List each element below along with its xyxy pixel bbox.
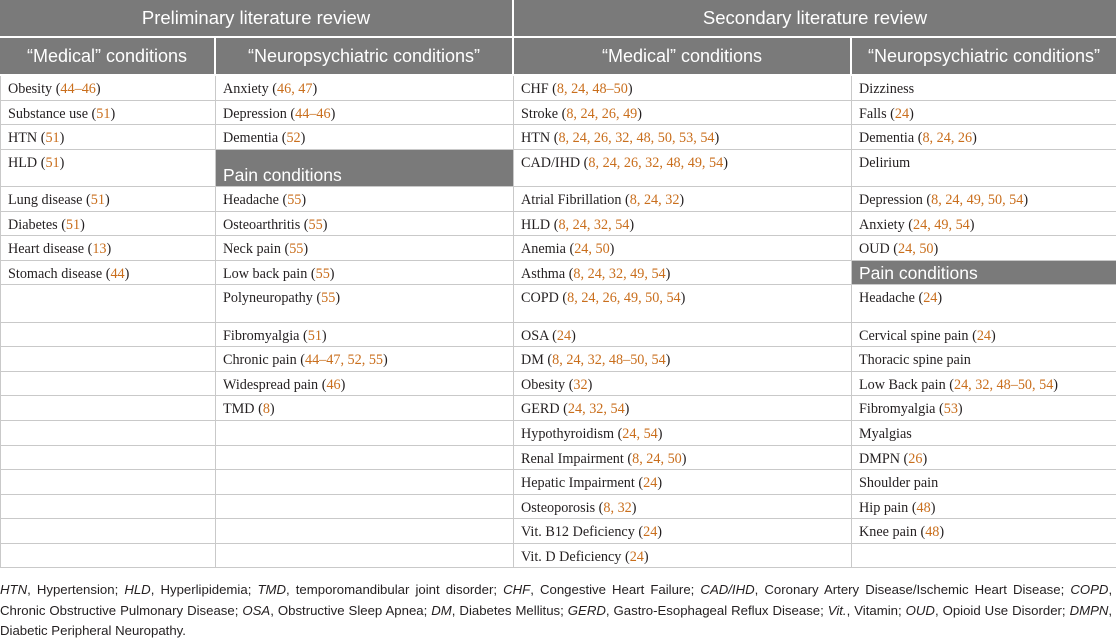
condition-name: COPD (521, 290, 559, 307)
reference-link[interactable]: 24 (556, 327, 572, 344)
condition-name: Headache (223, 191, 279, 208)
reference-link[interactable]: 24, 50 (898, 241, 934, 258)
reference-link[interactable]: 24, 54 (622, 425, 658, 442)
reference-link[interactable]: 8, 24, 32 (629, 191, 680, 208)
condition-name: Anemia (521, 241, 566, 258)
table-cell: HLD (8, 24, 32, 54) (514, 212, 852, 237)
table-cell: COPD (8, 24, 26, 49, 50, 54) (514, 285, 852, 322)
table-cell (852, 544, 1116, 569)
reference-link[interactable]: 8, 24, 26, 49, 50, 54 (567, 290, 681, 307)
condition-name: HTN (8, 130, 38, 147)
footnote-definition: Chronic Obstructive Pulmonary Disease (0, 602, 235, 618)
condition-name: Hepatic Impairment (521, 475, 635, 492)
table-cell: Knee pain (48) (852, 519, 1116, 544)
condition-name: Myalgias (859, 425, 912, 442)
header-medical-preliminary: “Medical” conditions (0, 38, 216, 76)
condition-name: Vit. D Deficiency (521, 548, 622, 565)
condition-name: Headache (859, 290, 915, 307)
condition-name: Delirium (859, 154, 911, 171)
table-cell: Vit. D Deficiency (24) (514, 544, 852, 569)
condition-name: HTN (521, 130, 551, 147)
condition-name: Dementia (859, 130, 915, 147)
header-secondary-review: Secondary literature review (514, 0, 1116, 38)
footnote-definition: Gastro-Esophageal Reflux Disease (613, 602, 821, 618)
reference-link[interactable]: 8, 24, 49, 50, 54 (931, 191, 1024, 208)
reference-link[interactable]: 53 (943, 401, 958, 418)
reference-link[interactable]: 44–47, 52, 55 (304, 352, 383, 369)
table-cell (0, 421, 216, 446)
header-preliminary-review: Preliminary literature review (0, 0, 514, 38)
table-cell: CHF (8, 24, 48–50) (514, 76, 852, 101)
condition-name: Heart disease (8, 241, 85, 258)
table-cell: Dementia (8, 24, 26) (852, 125, 1116, 150)
footnote-definition: Obstructive Sleep Apnea (277, 602, 424, 618)
reference-link[interactable]: 24, 32, 48–50, 54 (953, 376, 1054, 393)
condition-name: Shoulder pain (859, 475, 939, 492)
reference-link[interactable]: 24 (629, 548, 644, 565)
footnote-definition: Hyperlipidemia (160, 582, 248, 597)
table-cell: Diabetes (51) (0, 212, 216, 237)
condition-name: Hip pain (859, 499, 909, 516)
reference-link[interactable]: 8, 24, 32, 54 (558, 216, 630, 233)
table-cell: Vit. B12 Deficiency (24) (514, 519, 852, 544)
reference-link[interactable]: 24, 50 (574, 241, 610, 258)
table-cell: Lung disease (51) (0, 187, 216, 212)
reference-link[interactable]: 8, 24, 48–50 (556, 81, 628, 97)
table-cell (216, 446, 514, 471)
pain-conditions-subheader: Pain conditions (852, 261, 1116, 286)
table-cell (0, 470, 216, 495)
table-cell: Renal Impairment (8, 24, 50) (514, 446, 852, 471)
condition-name: Osteoarthritis (223, 216, 301, 233)
condition-name: OSA (521, 327, 549, 344)
table-cell: Anxiety (46, 47) (216, 76, 514, 101)
footnote-abbreviation: OUD (905, 602, 935, 618)
table-cell (852, 421, 1116, 446)
footnote-definition: temporomandibular joint disorder (295, 582, 494, 597)
condition-name: Atrial Fibrillation (521, 191, 622, 208)
table-cell: Widespread pain (46) (216, 372, 514, 397)
condition-name: Knee pain (859, 524, 917, 541)
condition-name: GERD (521, 401, 560, 418)
condition-name: CAD/IHD (521, 154, 581, 171)
condition-name: OUD (859, 241, 890, 258)
table-cell (0, 347, 216, 372)
reference-link[interactable]: 8, 24, 26, 49 (566, 105, 638, 122)
table-cell: Atrial Fibrillation (8, 24, 32) (514, 187, 852, 212)
table-cell (852, 76, 1116, 101)
condition-name: Low back pain (223, 265, 308, 282)
reference-link[interactable]: 55 (315, 265, 330, 282)
pain-conditions-subheader: Pain conditions (216, 150, 514, 187)
table-cell: OUD (24, 50) (852, 236, 1116, 261)
reference-link[interactable]: 55 (321, 290, 336, 307)
condition-name: Depression (859, 191, 923, 208)
table-cell: Anemia (24, 50) (514, 236, 852, 261)
table-cell (216, 519, 514, 544)
reference-link[interactable]: 24 (976, 327, 991, 344)
condition-name: HLD (521, 216, 551, 233)
reference-link[interactable]: 8, 24, 32, 48–50, 54 (552, 352, 666, 369)
reference-link[interactable]: 55 (287, 191, 302, 208)
reference-link[interactable]: 13 (92, 241, 107, 258)
table-cell: Depression (44–46) (216, 101, 514, 126)
condition-name: HLD (8, 154, 38, 171)
condition-name: Osteoporosis (521, 499, 596, 516)
table-cell: CAD/IHD (8, 24, 26, 32, 48, 49, 54) (514, 150, 852, 187)
condition-name: Dementia (223, 130, 279, 147)
condition-name: CHF (521, 81, 549, 97)
table-cell: Fibromyalgia (53) (852, 396, 1116, 421)
reference-link[interactable]: 32 (573, 376, 588, 393)
reference-link[interactable]: 55 (289, 241, 304, 258)
footnote-abbreviation: CHF (503, 582, 531, 597)
reference-link[interactable]: 24 (894, 105, 910, 122)
condition-name: Lung disease (8, 191, 83, 208)
table-cell: Osteoporosis (8, 32) (514, 495, 852, 520)
reference-link[interactable]: 51 (90, 191, 105, 208)
table-cell: Stroke (8, 24, 26, 49) (514, 101, 852, 126)
table-cell (0, 372, 216, 397)
condition-name: Polyneuropathy (223, 290, 313, 307)
footnote-abbreviation: DM (431, 602, 452, 618)
table-footnote: HTN, Hypertension; HLD, Hyperlipidemia; TMD, temporomandibular joint disorder; CHF, Congestive Heart Failure; CAD/IHD, Coronary Artery Disease/Ischemic Heart Disease; COPD, Chronic Obstructive Pulmonary Disease; OSA, Obstructive Sleep Apnea; DM, Diabetes Mellitus; GERD, Gastro-Esophageal Reflux Disease; Vit., Vitamin; OUD, Opioid Use Disorder; DMPN, Diabetic Peripheral Neuropathy. (0, 582, 1113, 638)
reference-link[interactable]: 51 (65, 216, 81, 233)
condition-name: Thoracic spine pain (859, 352, 971, 369)
reference-link[interactable]: 24 (923, 290, 938, 307)
footnote-abbreviation: Vit. (827, 602, 847, 618)
condition-name: Stroke (521, 105, 559, 122)
table-cell (0, 519, 216, 544)
table-cell (216, 470, 514, 495)
table-cell: Polyneuropathy (55) (216, 285, 514, 322)
table-cell (0, 285, 216, 322)
table-cell: HLD (51) (0, 150, 216, 187)
table-cell: Low Back pain (24, 32, 48–50, 54) (852, 372, 1116, 397)
table-cell (0, 495, 216, 520)
footnote-definition: Opioid Use Disorder (942, 602, 1062, 618)
reference-link[interactable]: 8, 24, 26, 32, 48, 50, 53, 54 (558, 130, 715, 147)
reference-link[interactable]: 51 (96, 105, 111, 122)
condition-name: Obesity (521, 376, 566, 393)
footnote-definition: Coronary Artery Disease/Ischemic Heart Disease (764, 582, 1061, 597)
reference-link[interactable]: 51 (307, 327, 322, 344)
footnote-abbreviation: OSA (242, 602, 271, 618)
table-cell (0, 323, 216, 348)
reference-link[interactable]: 44 (110, 265, 125, 282)
footnote-definition: Diabetes Mellitus (459, 602, 561, 618)
reference-link[interactable]: 26 (908, 450, 923, 467)
condition-name: DMPN (859, 450, 900, 467)
table-cell: TMD (8) (216, 396, 514, 421)
header-neuro-preliminary: “Neuropsychiatric conditions” (216, 38, 514, 76)
table-cell: Hip pain (48) (852, 495, 1116, 520)
condition-name: Widespread pain (223, 376, 319, 393)
reference-link[interactable]: 8, 24, 26 (922, 130, 973, 147)
condition-name: Obesity (8, 81, 53, 97)
table-cell: Chronic pain (44–47, 52, 55) (216, 347, 514, 372)
table-cell: Dementia (52) (216, 125, 514, 150)
table-cell: Hepatic Impairment (24) (514, 470, 852, 495)
condition-name: Fibromyalgia (223, 327, 300, 344)
table-cell (852, 150, 1116, 187)
reference-link[interactable]: 8, 24, 32, 49, 54 (573, 265, 666, 282)
table-cell: DMPN (26) (852, 446, 1116, 471)
condition-name: Fibromyalgia (859, 401, 936, 418)
condition-name: Depression (223, 105, 287, 122)
table-cell: Depression (8, 24, 49, 50, 54) (852, 187, 1116, 212)
reference-link[interactable]: 8, 32 (603, 499, 632, 516)
reference-link[interactable]: 24, 49, 54 (913, 216, 970, 233)
condition-name: Asthma (521, 265, 566, 282)
reference-link[interactable]: 46 (326, 376, 341, 393)
footnote-definition: Congestive Heart Failure (539, 582, 691, 597)
footnote-abbreviation: TMD (257, 582, 287, 597)
reference-link[interactable]: 48 (925, 524, 940, 541)
footnote-abbreviation: HLD (124, 582, 151, 597)
table-cell: DM (8, 24, 32, 48–50, 54) (514, 347, 852, 372)
condition-name: Anxiety (223, 81, 269, 97)
reference-link[interactable]: 8, 24, 26, 32, 48, 49, 54 (588, 154, 724, 171)
footnote-abbreviation: COPD (1070, 582, 1109, 597)
table-cell: Headache (24) (852, 285, 1116, 322)
table-cell (0, 544, 216, 569)
reference-link[interactable]: 46, 47 (277, 81, 313, 97)
footnote-abbreviation: HTN (0, 582, 28, 597)
reference-link[interactable]: 55 (308, 216, 323, 233)
reference-link[interactable]: 24, 32, 54 (567, 401, 625, 418)
table-cell (852, 470, 1116, 495)
reference-link[interactable]: 52 (286, 130, 301, 147)
condition-name: Substance use (8, 105, 88, 122)
table-cell: Obesity (44–46) (0, 76, 216, 101)
reference-link[interactable]: 8, 24, 50 (632, 450, 682, 467)
condition-name: Low Back pain (859, 376, 946, 393)
table-cell (216, 495, 514, 520)
table-cell (0, 446, 216, 471)
table-cell: OSA (24) (514, 323, 852, 348)
condition-name: Vit. B12 Deficiency (521, 524, 635, 541)
condition-name: Neck pain (223, 241, 281, 258)
table-cell: Substance use (51) (0, 101, 216, 126)
table-cell: Low back pain (55) (216, 261, 514, 286)
table-cell: Hypothyroidism (24, 54) (514, 421, 852, 446)
table-cell (852, 347, 1116, 372)
table-cell (0, 396, 216, 421)
table-cell: Cervical spine pain (24) (852, 323, 1116, 348)
reference-link[interactable]: 44–46 (60, 81, 96, 97)
table-cell: Obesity (32) (514, 372, 852, 397)
table-cell: Neck pain (55) (216, 236, 514, 261)
footnote-definition: Vitamin (854, 602, 898, 618)
table-cell: Fibromyalgia (51) (216, 323, 514, 348)
condition-name: Hypothyroidism (521, 425, 615, 442)
table-cell: GERD (24, 32, 54) (514, 396, 852, 421)
table-cell (216, 421, 514, 446)
table-cell: Osteoarthritis (55) (216, 212, 514, 237)
reference-link[interactable]: 8 (262, 401, 270, 418)
footnote-definition: Hypertension (36, 582, 115, 597)
table-cell: Asthma (8, 24, 32, 49, 54) (514, 261, 852, 286)
table-cell (216, 544, 514, 569)
condition-name: TMD (223, 401, 255, 418)
condition-name: Diabetes (8, 216, 58, 233)
footnote-abbreviation: CAD/IHD (700, 582, 755, 597)
header-medical-secondary: “Medical” conditions (514, 38, 852, 76)
footnote-definition: Diabetic Peripheral Neuropathy (0, 623, 183, 638)
reference-link[interactable]: 48 (916, 499, 931, 516)
condition-name: Renal Impairment (521, 450, 624, 467)
table-cell: Heart disease (13) (0, 236, 216, 261)
condition-name: Chronic pain (223, 352, 297, 369)
reference-link[interactable]: 51 (45, 154, 60, 171)
table-cell: HTN (51) (0, 125, 216, 150)
condition-name: Falls (859, 105, 887, 122)
header-neuro-secondary: “Neuropsychiatric conditions” (852, 38, 1116, 76)
condition-name: Stomach disease (8, 265, 103, 282)
table-cell: Anxiety (24, 49, 54) (852, 212, 1116, 237)
reference-link[interactable]: 24 (643, 475, 658, 492)
condition-name: Anxiety (859, 216, 905, 233)
condition-name: Cervical spine pain (859, 327, 969, 344)
table-cell: Stomach disease (44) (0, 261, 216, 286)
footnote-abbreviation: DMPN (1069, 602, 1109, 618)
reference-link[interactable]: 51 (45, 130, 60, 147)
table-cell: HTN (8, 24, 26, 32, 48, 50, 53, 54) (514, 125, 852, 150)
table-cell: Headache (55) (216, 187, 514, 212)
reference-link[interactable]: 24 (643, 524, 658, 541)
reference-link[interactable]: 44–46 (295, 105, 331, 122)
table-cell: Falls (24) (852, 101, 1116, 126)
footnote-abbreviation: GERD (567, 602, 606, 618)
condition-name: Dizziness (859, 81, 915, 97)
condition-name: DM (521, 352, 544, 369)
